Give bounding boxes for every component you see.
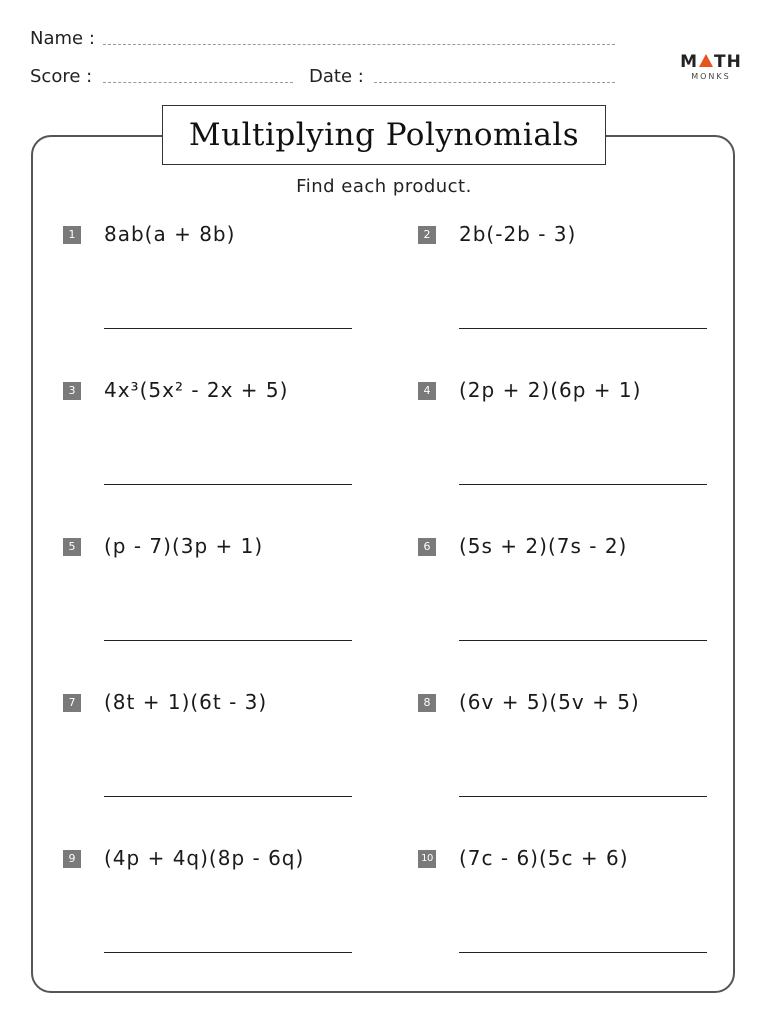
answer-line[interactable] [104, 328, 352, 329]
problem-item [63, 534, 363, 684]
name-field[interactable] [103, 44, 615, 45]
problem-item [418, 690, 718, 840]
problem-expression: (6v + 5)(5v + 5) [459, 690, 640, 714]
problem-item [418, 846, 718, 996]
score-label: Score : [30, 66, 93, 87]
title-box [162, 105, 606, 165]
problem-number: 1 [63, 226, 81, 244]
problem-item [63, 222, 363, 372]
problem-item [63, 846, 363, 996]
problem-item [63, 378, 363, 528]
date-label: Date : [309, 66, 364, 87]
date-field[interactable] [374, 82, 615, 83]
problem-number: 8 [418, 694, 436, 712]
answer-line[interactable] [459, 640, 707, 641]
answer-line[interactable] [104, 640, 352, 641]
page-title: Multiplying Polynomials [188, 117, 580, 153]
problem-number: 3 [63, 382, 81, 400]
problem-expression: (8t + 1)(6t - 3) [104, 690, 268, 714]
answer-line[interactable] [104, 796, 352, 797]
problem-expression: 8ab(a + 8b) [104, 222, 236, 246]
problem-number: 10 [418, 850, 436, 868]
logo-wordmark [680, 52, 742, 72]
problem-expression: (4p + 4q)(8p - 6q) [104, 846, 305, 870]
answer-line[interactable] [459, 484, 707, 485]
problem-expression: (7c - 6)(5c + 6) [459, 846, 629, 870]
problem-number: 9 [63, 850, 81, 868]
answer-line[interactable] [459, 952, 707, 953]
problem-expression: 2b(-2b - 3) [459, 222, 577, 246]
problem-number: 2 [418, 226, 436, 244]
logo-text-left: M [680, 52, 699, 72]
answer-line[interactable] [104, 952, 352, 953]
math-monks-logo [680, 52, 742, 82]
score-field[interactable] [103, 82, 293, 83]
logo-subtitle: MONKS [691, 72, 731, 81]
problem-expression: 4x³(5x² - 2x + 5) [104, 378, 289, 402]
answer-line[interactable] [104, 484, 352, 485]
instruction-text: Find each product. [296, 176, 472, 197]
problem-expression: (p - 7)(3p + 1) [104, 534, 264, 558]
name-label: Name : [30, 28, 95, 49]
problem-number: 5 [63, 538, 81, 556]
answer-line[interactable] [459, 796, 707, 797]
problem-number: 4 [418, 382, 436, 400]
problem-number: 7 [63, 694, 81, 712]
problem-item [63, 690, 363, 840]
problem-expression: (5s + 2)(7s - 2) [459, 534, 628, 558]
problem-number: 6 [418, 538, 436, 556]
answer-line[interactable] [459, 328, 707, 329]
triangle-icon [699, 54, 713, 67]
problem-item [418, 222, 718, 372]
problem-expression: (2p + 2)(6p + 1) [459, 378, 642, 402]
logo-text-right: TH [714, 52, 742, 72]
problem-item [418, 378, 718, 528]
problem-item [418, 534, 718, 684]
